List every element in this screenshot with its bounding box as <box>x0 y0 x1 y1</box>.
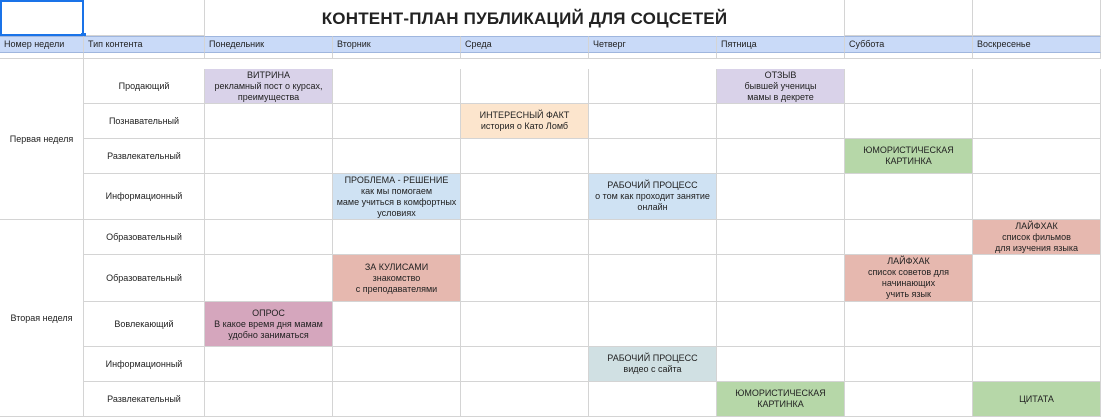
cell-empty[interactable] <box>84 53 205 59</box>
content-type-label: Развлекательный <box>84 139 205 174</box>
content-type-label: Продающий <box>84 69 205 104</box>
week-label: Первая неделя <box>0 59 84 220</box>
cell-empty[interactable] <box>205 139 333 174</box>
content-type-label: Образовательный <box>84 220 205 255</box>
post-cell[interactable]: ЛАЙФХАК список советов для начинающих учить язык <box>845 255 973 302</box>
cell-empty[interactable] <box>205 174 333 220</box>
content-type-label: Образовательный <box>84 255 205 302</box>
cell-empty[interactable] <box>717 174 845 220</box>
cell-empty[interactable] <box>845 302 973 347</box>
column-header: Вторник <box>333 36 461 53</box>
cell-empty[interactable] <box>461 255 589 302</box>
cell-empty[interactable] <box>973 69 1101 104</box>
column-header: Тип контента <box>84 36 205 53</box>
cell-empty[interactable] <box>461 69 589 104</box>
cell-empty[interactable] <box>717 53 845 59</box>
post-cell[interactable]: ОТЗЫВ бывшей ученицы мамы в декрете <box>717 69 845 104</box>
post-cell[interactable]: ПРОБЛЕМА - РЕШЕНИЕ как мы помогаем маме учиться в комфортных условиях <box>333 174 461 220</box>
post-cell[interactable]: РАБОЧИЙ ПРОЦЕСС видео с сайта <box>589 347 717 382</box>
content-type-label: Информационный <box>84 347 205 382</box>
cell-empty[interactable] <box>333 302 461 347</box>
cell-empty[interactable] <box>717 220 845 255</box>
cell-empty[interactable] <box>333 139 461 174</box>
column-header: Номер недели <box>0 36 84 53</box>
column-header: Понедельник <box>205 36 333 53</box>
cell-empty[interactable] <box>461 174 589 220</box>
post-cell[interactable]: ЗА КУЛИСАМИ знакомство с преподавателями <box>333 255 461 302</box>
cell-empty[interactable] <box>845 174 973 220</box>
cell-empty[interactable] <box>333 104 461 139</box>
cell-empty[interactable] <box>333 53 461 59</box>
post-cell[interactable]: ЮМОРИСТИЧЕСКАЯ КАРТИНКА <box>845 139 973 174</box>
cell-empty[interactable] <box>589 104 717 139</box>
cell-empty[interactable] <box>589 69 717 104</box>
content-type-label: Развлекательный <box>84 382 205 417</box>
cell-empty[interactable] <box>845 69 973 104</box>
post-cell[interactable]: ЦИТАТА <box>973 382 1101 417</box>
cell-empty[interactable] <box>717 104 845 139</box>
cell-empty[interactable] <box>461 139 589 174</box>
column-header: Суббота <box>845 36 973 53</box>
post-cell[interactable]: ИНТЕРЕСНЫЙ ФАКТ история о Като Ломб <box>461 104 589 139</box>
cell-empty[interactable] <box>333 220 461 255</box>
cell-empty[interactable] <box>973 53 1101 59</box>
column-header: Пятница <box>717 36 845 53</box>
content-type-label: Познавательный <box>84 104 205 139</box>
post-cell[interactable]: ВИТРИНА рекламный пост о курсах, преимущества <box>205 69 333 104</box>
cell-empty[interactable] <box>973 347 1101 382</box>
cell-empty[interactable] <box>333 347 461 382</box>
cell-empty[interactable] <box>461 382 589 417</box>
cell-empty[interactable] <box>845 382 973 417</box>
content-type-label: Вовлекающий <box>84 302 205 347</box>
cell-empty[interactable] <box>845 347 973 382</box>
cell-empty[interactable] <box>973 302 1101 347</box>
cell-empty[interactable] <box>845 0 973 36</box>
cell-empty[interactable] <box>845 220 973 255</box>
week-label: Вторая неделя <box>0 220 84 417</box>
cell-empty[interactable] <box>589 220 717 255</box>
cell-empty[interactable] <box>973 0 1101 36</box>
post-cell[interactable]: РАБОЧИЙ ПРОЦЕСС о том как проходит занятие онлайн <box>589 174 717 220</box>
page-title: КОНТЕНТ-ПЛАН ПУБЛИКАЦИЙ ДЛЯ СОЦСЕТЕЙ <box>205 0 845 36</box>
cell-empty[interactable] <box>845 104 973 139</box>
cell-empty[interactable] <box>589 255 717 302</box>
cell-empty[interactable] <box>333 69 461 104</box>
post-cell[interactable]: ОПРОС В какое время дня мамам удобно заниматься <box>205 302 333 347</box>
cell-empty[interactable] <box>717 255 845 302</box>
cell-empty[interactable] <box>973 139 1101 174</box>
post-cell[interactable]: ЮМОРИСТИЧЕСКАЯ КАРТИНКА <box>717 382 845 417</box>
cell-empty[interactable] <box>973 104 1101 139</box>
cell-empty[interactable] <box>717 302 845 347</box>
column-header: Среда <box>461 36 589 53</box>
cell-empty[interactable] <box>717 139 845 174</box>
cell-empty[interactable] <box>84 0 205 36</box>
content-type-label: Информационный <box>84 174 205 220</box>
cell-empty[interactable] <box>589 139 717 174</box>
cell-empty[interactable] <box>461 53 589 59</box>
cell-empty[interactable] <box>973 255 1101 302</box>
cell-empty[interactable] <box>205 53 333 59</box>
selected-cell[interactable] <box>0 0 84 36</box>
cell-empty[interactable] <box>589 302 717 347</box>
column-header: Воскресенье <box>973 36 1101 53</box>
cell-empty[interactable] <box>845 53 973 59</box>
cell-empty[interactable] <box>205 347 333 382</box>
cell-empty[interactable] <box>461 347 589 382</box>
column-header: Четверг <box>589 36 717 53</box>
cell-empty[interactable] <box>205 382 333 417</box>
cell-empty[interactable] <box>973 174 1101 220</box>
cell-empty[interactable] <box>461 302 589 347</box>
cell-empty[interactable] <box>589 382 717 417</box>
cell-empty[interactable] <box>461 220 589 255</box>
cell-empty[interactable] <box>205 255 333 302</box>
post-cell[interactable]: ЛАЙФХАК список фильмов для изучения языка <box>973 220 1101 255</box>
cell-empty[interactable] <box>333 382 461 417</box>
cell-empty[interactable] <box>205 104 333 139</box>
cell-empty[interactable] <box>717 347 845 382</box>
cell-empty[interactable] <box>205 220 333 255</box>
cell-empty[interactable] <box>589 53 717 59</box>
